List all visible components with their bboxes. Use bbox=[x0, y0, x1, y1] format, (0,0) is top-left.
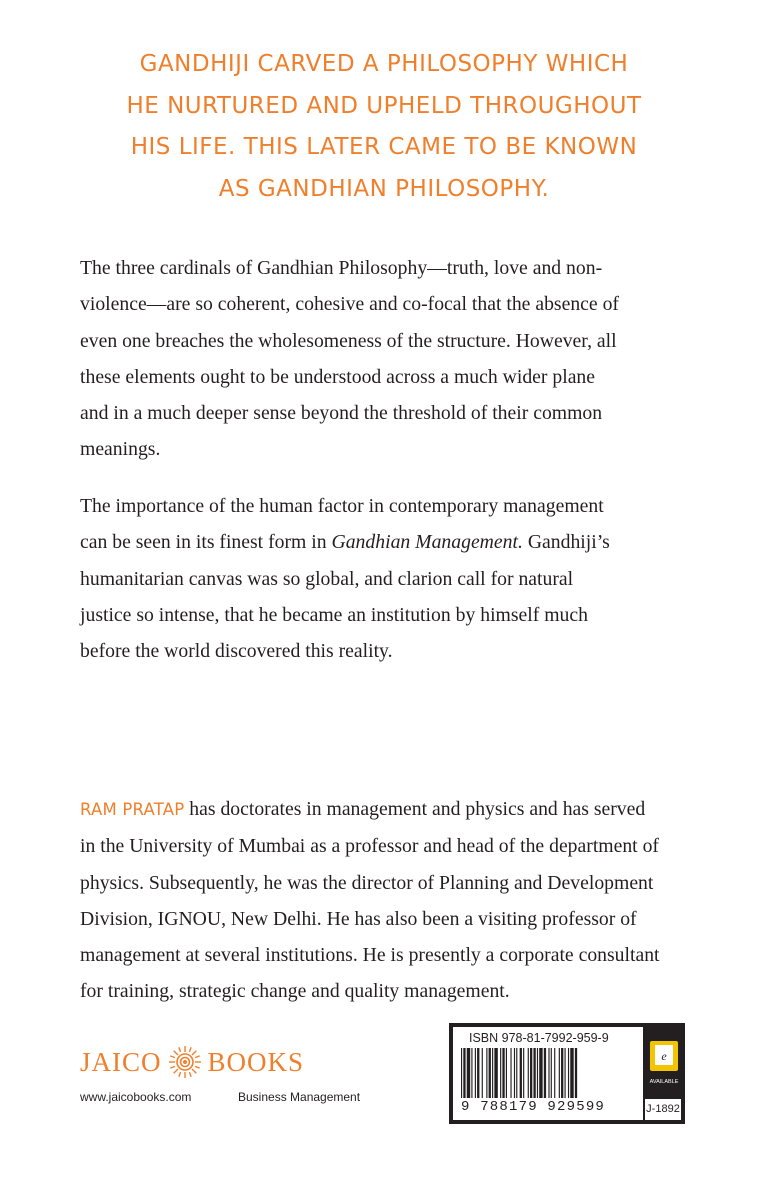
ebook-badge-label: AVAILABLE bbox=[649, 1079, 679, 1085]
publisher-url[interactable]: www.jaicobooks.com bbox=[80, 1090, 192, 1104]
paragraph-line: physics. Subsequently, he was the director of Planning and Development bbox=[80, 871, 654, 894]
book-category: Business Management bbox=[238, 1090, 361, 1104]
sun-logo-icon bbox=[168, 1045, 202, 1079]
paragraph-line: The three cardinals of Gandhian Philosophy—truth, love and non- bbox=[80, 257, 603, 279]
barcode bbox=[457, 1048, 639, 1100]
text-run: has doctorates in management and physics and has served bbox=[184, 798, 646, 820]
publisher-block bbox=[80, 1040, 420, 1110]
paragraph-line bbox=[80, 791, 720, 828]
isbn-number: ISBN 978-81-7992-959-9 bbox=[469, 1031, 609, 1045]
text-run: Gandhiji’s bbox=[522, 531, 610, 554]
headline-line: HE NURTURED AND UPHELD THROUGHOUT bbox=[126, 92, 642, 119]
barcode-digits: 9 788179 929599 bbox=[461, 1099, 606, 1115]
paragraph-line bbox=[80, 524, 720, 560]
paragraph-line: even one breaches the wholesomeness of the structure. However, all bbox=[80, 329, 617, 352]
paragraph-line: before the world discovered this reality. bbox=[80, 640, 393, 663]
book-code: J-1892 bbox=[645, 1099, 681, 1120]
paragraph-line: and in a much deeper sense beyond the threshold of their common bbox=[80, 402, 603, 425]
paragraph-line: Division, IGNOU, New Delhi. He has also been a visiting professor of bbox=[80, 907, 637, 930]
author-name: RAM PRATAP bbox=[80, 800, 185, 819]
paragraph-line: for training, strategic change and quality management. bbox=[80, 980, 510, 1003]
paragraph-line: justice so intense, that he became an institution by himself much bbox=[80, 603, 588, 626]
paragraph-line: meanings. bbox=[80, 438, 161, 461]
logo-text-left: JAICO bbox=[80, 1046, 162, 1077]
author-bio bbox=[80, 791, 720, 1010]
paragraph-philosophy bbox=[80, 250, 720, 468]
ebook-available-icon bbox=[647, 1031, 681, 1095]
paragraph-line: in the University of Mumbai as a professor and head of the department of bbox=[80, 835, 659, 858]
headline-line: HIS LIFE. THIS LATER CAME TO BE KNOWN bbox=[130, 134, 638, 160]
paragraph-line: humanitarian canvas was so global, and clarion call for natural bbox=[80, 567, 574, 590]
logo-text-right: BOOKS bbox=[207, 1046, 305, 1077]
publisher-logo bbox=[80, 1040, 304, 1084]
text-run: can be seen in its finest form in bbox=[80, 531, 332, 554]
paragraph-management bbox=[80, 488, 720, 669]
paragraph-line: violence—are so coherent, cohesive and co-focal that the absence of bbox=[80, 293, 619, 316]
headline bbox=[40, 44, 728, 210]
paragraph-line: these elements ought to be understood across a much wider plane bbox=[80, 365, 596, 388]
paragraph-line: management at several institutions. He is presently a corporate consultant bbox=[80, 944, 660, 967]
headline-line: AS GANDHIAN PHILOSOPHY. bbox=[218, 175, 550, 202]
headline-line: GANDHIJI CARVED A PHILOSOPHY WHICH bbox=[139, 51, 629, 77]
barcode-panel bbox=[453, 1027, 643, 1120]
svg-text:e: e bbox=[661, 1049, 667, 1063]
paragraph-line: The importance of the human factor in contemporary management bbox=[80, 495, 604, 517]
isbn-barcode-block bbox=[449, 1023, 685, 1124]
book-title-italic: Gandhian Management. bbox=[331, 531, 523, 554]
